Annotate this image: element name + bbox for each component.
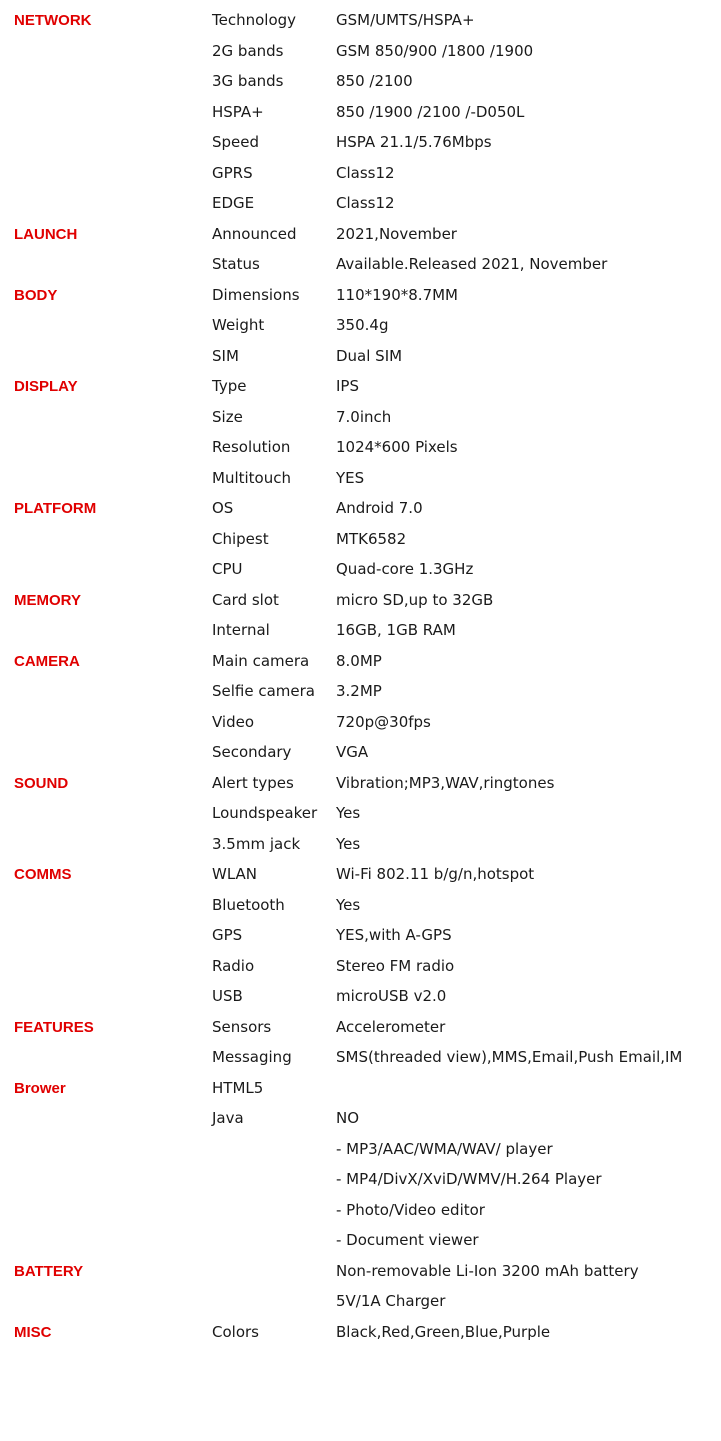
spec-value: Accelerometer: [336, 1017, 446, 1036]
spec-row: [0, 493, 721, 524]
spec-row: [0, 768, 721, 799]
spec-label: Chipest: [212, 529, 269, 548]
spec-value: Stereo FM radio: [336, 956, 455, 975]
spec-category: COMMS: [14, 866, 72, 883]
spec-row: [0, 1164, 721, 1195]
spec-label: Loundspeaker: [212, 804, 318, 822]
spec-row: [0, 97, 721, 128]
spec-row: [0, 1012, 721, 1043]
spec-value: 3.2MP: [336, 682, 382, 700]
spec-value: YES: [336, 468, 365, 487]
spec-value: Non-removable Li-Ion 3200 mAh battery: [336, 1261, 639, 1280]
spec-row: [0, 127, 721, 158]
spec-value: Yes: [336, 895, 361, 914]
spec-label: HTML5: [212, 1078, 264, 1097]
spec-row: [0, 249, 721, 280]
spec-label: CPU: [212, 560, 243, 578]
spec-row: [0, 1286, 721, 1317]
spec-label: Speed: [212, 133, 260, 151]
spec-value: 8.0MP: [336, 651, 382, 670]
spec-row: [0, 585, 721, 616]
spec-label: Resolution: [212, 438, 291, 456]
spec-label: Internal: [212, 621, 270, 639]
spec-row: [0, 280, 721, 311]
spec-label: 2G bands: [212, 41, 284, 60]
spec-value: 350.4g: [336, 316, 389, 334]
spec-row: [0, 707, 721, 738]
spec-label: Announced: [212, 224, 297, 243]
spec-label: Radio: [212, 956, 255, 975]
spec-row: [0, 798, 721, 829]
spec-label: Type: [212, 377, 247, 395]
spec-value: GSM/UMTS/HSPA+: [336, 11, 475, 29]
spec-row: [0, 158, 721, 189]
spec-category: NETWORK: [14, 12, 92, 29]
spec-value: - MP4/DivX/XviD/WMV/H.264 Player: [336, 1170, 602, 1188]
spec-value: - Photo/Video editor: [336, 1200, 485, 1219]
spec-value: 850 /1900 /2100 /-D050L: [336, 102, 525, 121]
spec-row: [0, 1103, 721, 1134]
spec-value: Quad-core 1.3GHz: [336, 560, 474, 578]
spec-category: BATTERY: [14, 1262, 84, 1280]
spec-label: Multitouch: [212, 468, 291, 487]
spec-label: Card slot: [212, 590, 279, 609]
spec-row: [0, 371, 721, 402]
spec-label: USB: [212, 987, 243, 1005]
spec-row: [0, 981, 721, 1012]
spec-category: FEATURES: [14, 1018, 94, 1036]
spec-label: GPRS: [212, 163, 253, 182]
spec-value: 16GB, 1GB RAM: [336, 621, 456, 639]
spec-row: [0, 524, 721, 555]
spec-row: [0, 1317, 721, 1348]
spec-value: Class12: [336, 163, 395, 182]
spec-value: Class12: [336, 194, 395, 212]
spec-row: [0, 5, 721, 36]
spec-value: Vibration;MP3,WAV,ringtones: [336, 773, 555, 792]
spec-value: SMS(threaded view),MMS,Email,Push Email,IM: [336, 1048, 683, 1066]
spec-label: Secondary: [212, 743, 292, 761]
spec-value: MTK6582: [336, 529, 407, 548]
spec-label: 3.5mm jack: [212, 834, 301, 853]
spec-value: HSPA 21.1/5.76Mbps: [336, 133, 492, 151]
spec-value: microUSB v2.0: [336, 987, 447, 1005]
spec-label: Status: [212, 255, 260, 273]
spec-value: 1024*600 Pixels: [336, 438, 458, 456]
spec-value: 2021,November: [336, 224, 457, 243]
spec-row: [0, 1134, 721, 1165]
spec-label: Alert types: [212, 773, 294, 792]
spec-value: VGA: [336, 743, 369, 761]
spec-row: [0, 554, 721, 585]
spec-value: Android 7.0: [336, 499, 423, 517]
spec-row: [0, 737, 721, 768]
spec-row: [0, 463, 721, 494]
spec-label: Dimensions: [212, 285, 300, 304]
spec-value: Wi-Fi 802.11 b/g/n,hotspot: [336, 865, 535, 883]
spec-label: Sensors: [212, 1017, 272, 1036]
spec-category: SOUND: [14, 774, 69, 792]
spec-row: [0, 432, 721, 463]
spec-label: Weight: [212, 316, 265, 334]
spec-label: HSPA+: [212, 102, 264, 121]
spec-category: MISC: [14, 1323, 52, 1341]
spec-label: Java: [212, 1109, 244, 1127]
spec-value: Black,Red,Green,Blue,Purple: [336, 1322, 551, 1341]
spec-row: [0, 951, 721, 982]
spec-label: Size: [212, 407, 243, 426]
spec-label: SIM: [212, 346, 239, 365]
spec-row: [0, 66, 721, 97]
spec-value: 720p@30fps: [336, 712, 431, 731]
spec-label: EDGE: [212, 194, 255, 212]
spec-row: [0, 219, 721, 250]
spec-label: Colors: [212, 1322, 259, 1341]
spec-sheet: [0, 5, 721, 1347]
spec-row: [0, 890, 721, 921]
spec-value: Yes: [336, 804, 361, 822]
spec-value: micro SD,up to 32GB: [336, 590, 494, 609]
spec-row: [0, 402, 721, 433]
spec-label: Selfie camera: [212, 682, 316, 700]
spec-row: [0, 188, 721, 219]
spec-label: Technology: [212, 11, 297, 29]
spec-label: OS: [212, 499, 234, 517]
spec-row: [0, 341, 721, 372]
spec-label: Bluetooth: [212, 895, 285, 914]
spec-value: IPS: [336, 377, 359, 395]
spec-category: BODY: [14, 286, 58, 304]
spec-value: - MP3/AAC/WMA/WAV/ player: [336, 1139, 553, 1158]
spec-label: Messaging: [212, 1048, 292, 1066]
spec-row: [0, 829, 721, 860]
spec-value: GSM 850/900 /1800 /1900: [336, 41, 534, 60]
spec-row: [0, 646, 721, 677]
spec-row: [0, 676, 721, 707]
spec-row: [0, 1256, 721, 1287]
spec-row: [0, 36, 721, 67]
spec-value: 5V/1A Charger: [336, 1292, 446, 1310]
spec-value: 850 /2100: [336, 72, 413, 90]
spec-row: [0, 310, 721, 341]
spec-value: Yes: [336, 834, 361, 853]
spec-label: Main camera: [212, 651, 310, 670]
spec-value: 110*190*8.7MM: [336, 285, 458, 304]
spec-value: NO: [336, 1109, 360, 1127]
spec-row: [0, 1225, 721, 1256]
spec-label: 3G bands: [212, 72, 284, 90]
spec-row: [0, 920, 721, 951]
spec-category: PLATFORM: [14, 500, 97, 517]
spec-value: 7.0inch: [336, 407, 392, 426]
spec-category: LAUNCH: [14, 225, 78, 243]
spec-label: GPS: [212, 926, 243, 944]
spec-category: CAMERA: [14, 652, 80, 670]
spec-value: - Document viewer: [336, 1231, 479, 1249]
spec-row: [0, 1042, 721, 1073]
spec-row: [0, 615, 721, 646]
spec-value: Dual SIM: [336, 346, 403, 365]
spec-value: Available.Released 2021, November: [336, 255, 608, 273]
spec-row: [0, 1073, 721, 1104]
spec-category: DISPLAY: [14, 378, 78, 395]
spec-row: [0, 859, 721, 890]
spec-row: [0, 1195, 721, 1226]
spec-category: MEMORY: [14, 591, 81, 609]
spec-category: Brower: [14, 1079, 66, 1097]
spec-value: YES,with A-GPS: [336, 926, 452, 944]
spec-label: Video: [212, 712, 255, 731]
spec-label: WLAN: [212, 865, 258, 883]
